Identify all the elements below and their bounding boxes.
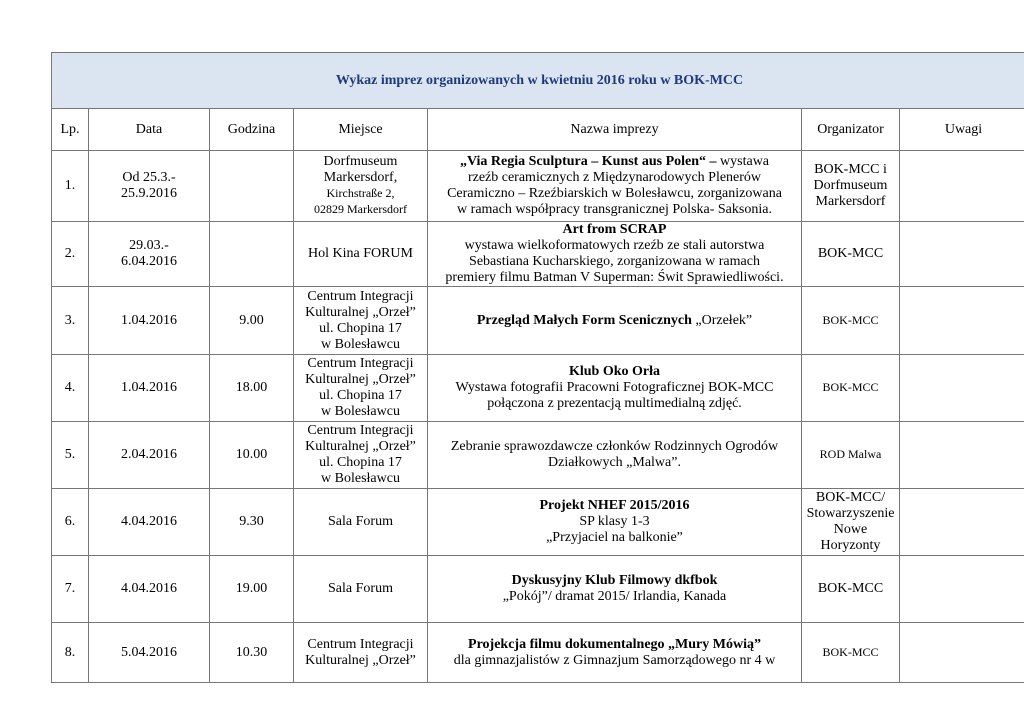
event-title: Projekt NHEF 2015/2016 (539, 498, 690, 513)
table-row (52, 287, 1024, 355)
table-row (52, 222, 1024, 287)
cell-organizer (802, 422, 900, 489)
header-lp: Lp. (52, 109, 89, 151)
cell-time: 10.30 (210, 623, 294, 683)
cell-organizer (802, 556, 900, 623)
cell-organizer (802, 623, 900, 683)
cell-place (294, 623, 428, 683)
cell-name (428, 556, 802, 623)
cell-place (294, 489, 428, 556)
cell-time (210, 151, 294, 222)
place-small-line: Kirchstraße 2, (326, 186, 395, 200)
organizer-small: BOK-MCC (822, 380, 879, 394)
cell-lp: 8. (52, 623, 89, 683)
event-desc-line: „Orzełek” (691, 312, 753, 328)
date-line: 25.9.2016 (121, 186, 177, 201)
cell-name (428, 222, 802, 287)
table-title: Wykaz imprez organizowanych w kwietniu 2016 roku w BOK-MCC (52, 53, 1024, 109)
cell-organizer (802, 489, 900, 556)
cell-name (428, 623, 802, 683)
cell-lp: 4. (52, 355, 89, 422)
place-line: w Bolesławcu (321, 404, 400, 419)
place-line: Centrum Integracji (307, 356, 414, 371)
event-desc-line: wystawa (716, 154, 770, 169)
cell-notes (900, 355, 1024, 422)
table-row (52, 151, 1024, 222)
cell-place (294, 287, 428, 355)
organizer-small: BOK-MCC (822, 312, 879, 327)
cell-time: 9.00 (210, 287, 294, 355)
place-line: Dorfmuseum (323, 154, 398, 169)
event-desc-line: Działkowych „Malwa”. (548, 455, 681, 470)
event-desc-line: „Pokój”/ dramat 2015/ Irlandia, Kanada (502, 589, 727, 604)
event-desc-line: SP klasy 1-3 (579, 514, 650, 529)
event-desc-line: rzeźb ceramicznych z Międzynarodowych Plenerów (467, 170, 762, 185)
title-row (52, 53, 1024, 109)
organizer-line: BOK-MCC (817, 246, 884, 261)
table-row (52, 556, 1024, 623)
organizer-line: Nowe (833, 522, 868, 537)
header-name: Nazwa imprezy (428, 109, 802, 151)
place-line: Kulturalnej „Orzeł” (305, 304, 416, 320)
table-row (52, 623, 1024, 683)
cell-name (428, 422, 802, 489)
cell-date (89, 287, 210, 355)
place-line: Markersdorf, (323, 170, 398, 185)
cell-organizer (802, 222, 900, 287)
cell-date (89, 222, 210, 287)
event-desc-line: połączona z prezentacją multimedialną zdjęć. (487, 396, 742, 411)
organizer-small: BOK-MCC (822, 644, 879, 659)
event-title: Klub Oko Orła (568, 364, 661, 379)
event-desc-line: premiery filmu Batman V Superman: Świt Sprawiedliwości. (445, 270, 784, 285)
event-title: Dyskusyjny Klub Filmowy dkfbok (511, 573, 718, 588)
place-line: Centrum Integracji (307, 636, 414, 652)
cell-name (428, 151, 802, 222)
place-line: ul. Chopina 17 (319, 455, 402, 470)
event-desc-line: Zebranie sprawozdawcze członków Rodzinnych Ogrodów (450, 439, 779, 454)
place-line: Kulturalnej „Orzeł” (305, 439, 416, 454)
cell-time: 10.00 (210, 422, 294, 489)
organizer-line: Markersdorf (815, 194, 886, 209)
table-body (52, 151, 1024, 683)
cell-place (294, 556, 428, 623)
events-table (51, 52, 1024, 683)
cell-date (89, 623, 210, 683)
event-title: Projekcja filmu dokumentalnego „Mury Mówią” (468, 636, 761, 652)
cell-name (428, 355, 802, 422)
cell-date (89, 489, 210, 556)
date-line: 4.04.2016 (121, 581, 177, 596)
header-organizer: Organizator (802, 109, 900, 151)
cell-organizer (802, 355, 900, 422)
cell-date (89, 422, 210, 489)
cell-notes (900, 422, 1024, 489)
header-row (52, 109, 1024, 151)
cell-lp: 2. (52, 222, 89, 287)
event-title: „Via Regia Sculptura – Kunst aus Polen“ – (459, 154, 717, 169)
date-line: 2.04.2016 (121, 447, 177, 462)
cell-name (428, 287, 802, 355)
date-line: 1.04.2016 (121, 312, 177, 328)
event-desc-line: wystawa wielkoformatowych rzeźb ze stali autorstwa (464, 238, 765, 253)
event-desc-line: „Przyjaciel na balkonie” (546, 530, 683, 545)
cell-date (89, 556, 210, 623)
cell-notes (900, 287, 1024, 355)
cell-time: 9.30 (210, 489, 294, 556)
date-line: Od 25.3.- (122, 170, 176, 185)
cell-notes (900, 489, 1024, 556)
place-line: Kulturalnej „Orzeł” (305, 652, 416, 668)
cell-notes (900, 556, 1024, 623)
cell-lp: 1. (52, 151, 89, 222)
cell-notes (900, 151, 1024, 222)
place-line: Centrum Integracji (307, 423, 414, 438)
place-small-line: 02829 Markersdorf (314, 202, 407, 216)
date-line: 1.04.2016 (121, 380, 177, 395)
cell-place (294, 151, 428, 222)
event-desc-line: Sebastiana Kucharskiego, zorganizowana w ramach (469, 254, 760, 269)
header-place: Miejsce (294, 109, 428, 151)
cell-time: 18.00 (210, 355, 294, 422)
event-desc-line: Wystawa fotografii Pracowni Fotograficznej BOK-MCC (455, 380, 774, 395)
place-line: w Bolesławcu (321, 471, 400, 486)
table-row (52, 355, 1024, 422)
header-notes: Uwagi (900, 109, 1024, 151)
cell-date (89, 151, 210, 222)
organizer-small: ROD Malwa (819, 447, 882, 461)
organizer-line: Horyzonty (820, 538, 881, 553)
cell-organizer (802, 151, 900, 222)
cell-date (89, 355, 210, 422)
table-row (52, 489, 1024, 556)
cell-lp: 3. (52, 287, 89, 355)
place-line: w Bolesławcu (321, 336, 400, 352)
date-line: 4.04.2016 (121, 514, 177, 529)
organizer-line: BOK-MCC (817, 581, 884, 596)
header-time: Godzina (210, 109, 294, 151)
cell-notes (900, 222, 1024, 287)
organizer-line: Stowarzyszenie (806, 506, 895, 521)
header-date: Data (89, 109, 210, 151)
organizer-line: Dorfmuseum (813, 178, 888, 193)
cell-place (294, 422, 428, 489)
cell-place (294, 222, 428, 287)
event-desc-line: Ceramiczno – Rzeźbiarskich w Bolesławcu, zorganizowana (447, 186, 782, 201)
cell-time: 19.00 (210, 556, 294, 623)
place-line: Kulturalnej „Orzeł” (305, 372, 416, 387)
organizer-line: BOK-MCC/ (815, 490, 886, 505)
cell-lp: 6. (52, 489, 89, 556)
place-line: ul. Chopina 17 (319, 320, 402, 336)
cell-time (210, 222, 294, 287)
cell-notes (900, 623, 1024, 683)
date-line: 29.03.- (129, 238, 169, 253)
cell-place (294, 355, 428, 422)
cell-lp: 7. (52, 556, 89, 623)
organizer-line: BOK-MCC i (814, 162, 887, 177)
event-desc-line: dla gimnazjalistów z Gimnazjum Samorządowego nr 4 w (453, 652, 776, 668)
place-line: Hol Kina FORUM (307, 246, 413, 261)
cell-lp: 5. (52, 422, 89, 489)
date-line: 5.04.2016 (121, 644, 177, 660)
cell-organizer (802, 287, 900, 355)
event-desc-line: w ramach współpracy transgranicznej Polska- Saksonia. (457, 202, 772, 217)
event-title: Przegląd Małych Form Scenicznych (476, 312, 692, 328)
place-line: Sala Forum (328, 581, 393, 596)
place-line: ul. Chopina 17 (319, 388, 402, 403)
cell-name (428, 489, 802, 556)
event-title: Art from SCRAP (562, 222, 667, 237)
place-line: Centrum Integracji (307, 288, 414, 304)
table-row (52, 422, 1024, 489)
date-line: 6.04.2016 (121, 254, 177, 269)
place-line: Sala Forum (328, 514, 393, 529)
